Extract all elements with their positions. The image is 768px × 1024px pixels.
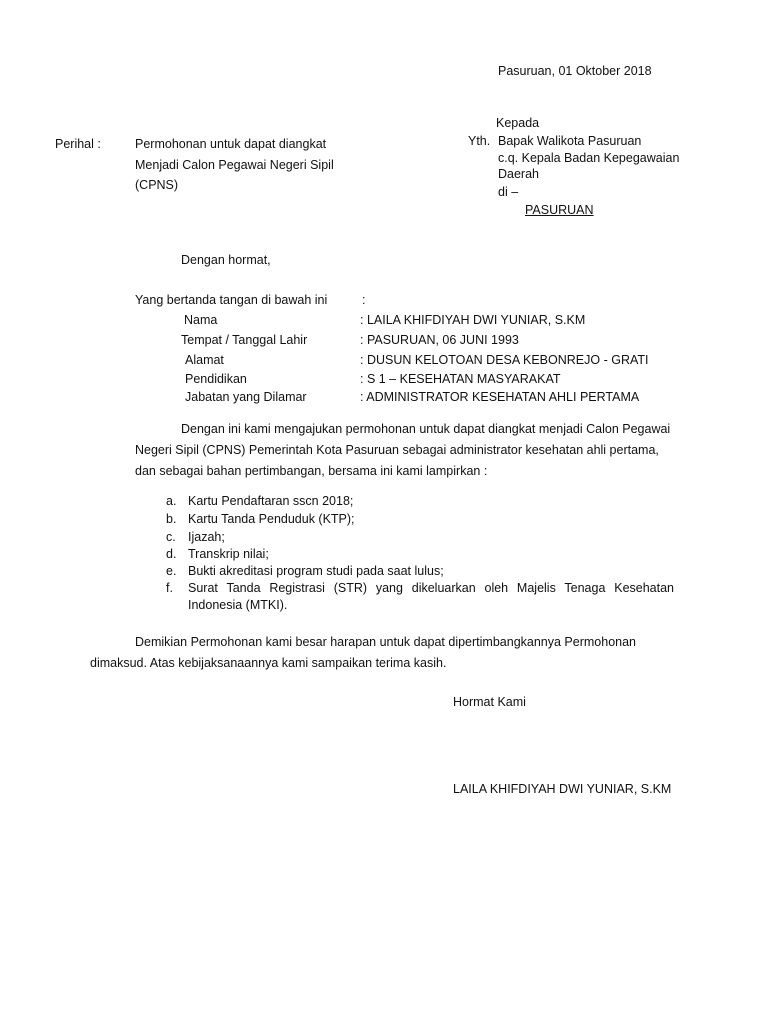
- list-item-text: Kartu Tanda Penduduk (KTP);: [188, 512, 355, 526]
- recipient-line-2: c.q. Kepala Badan Kepegawaian: [498, 151, 680, 165]
- list-marker: c.: [166, 530, 176, 544]
- identity-value-name: : LAILA KHIFDIYAH DWI YUNIAR, S.KM: [360, 313, 586, 327]
- signer-name: LAILA KHIFDIYAH DWI YUNIAR, S.KM: [453, 782, 672, 796]
- recipient-line-1: Bapak Walikota Pasuruan: [498, 134, 642, 148]
- place-date: Pasuruan, 01 Oktober 2018: [498, 64, 652, 78]
- subject-line-3: (CPNS): [135, 178, 179, 192]
- identity-label-education: Pendidikan: [185, 372, 247, 386]
- body-paragraph-2-line-1: Demikian Permohonan kami besar harapan untuk dapat dipertimbangkannya Permohonan: [135, 635, 637, 649]
- body-paragraph-2-line-2: dimaksud. Atas kebijaksanaannya kami sampaikan terima kasih.: [90, 656, 447, 670]
- recipient-di-label: di –: [498, 185, 519, 199]
- identity-value-position: : ADMINISTRATOR KESEHATAN AHLI PERTAMA: [360, 390, 640, 404]
- subject-line-2: Menjadi Calon Pegawai Negeri Sipil: [135, 158, 334, 172]
- recipient-yth-label: Yth.: [468, 134, 491, 148]
- identity-value-birth: : PASURUAN, 06 JUNI 1993: [360, 333, 519, 347]
- list-marker: f.: [166, 581, 173, 595]
- list-marker: b.: [166, 512, 177, 526]
- identity-label-address: Alamat: [185, 353, 224, 367]
- identity-label-birth: Tempat / Tanggal Lahir: [181, 333, 308, 347]
- greeting: Dengan hormat,: [181, 253, 271, 267]
- body-paragraph-1-line-3: dan sebagai bahan pertimbangan, bersama ini kami lampirkan :: [135, 464, 488, 478]
- subject-label: Perihal :: [55, 137, 101, 151]
- recipient-city: PASURUAN: [525, 203, 594, 217]
- list-item-text: Transkrip nilai;: [188, 547, 269, 561]
- identity-value-address: : DUSUN KELOTOAN DESA KEBONREJO - GRATI: [360, 353, 649, 367]
- identity-label-position: Jabatan yang Dilamar: [185, 390, 307, 404]
- identity-intro: Yang bertanda tangan di bawah ini: [135, 293, 328, 307]
- recipient-line-3: Daerah: [498, 167, 539, 181]
- body-paragraph-1-line-1: Dengan ini kami mengajukan permohonan untuk dapat diangkat menjadi Calon Pegawai: [181, 422, 671, 436]
- closing-salutation: Hormat Kami: [453, 695, 526, 709]
- list-item-text: Kartu Pendaftaran sscn 2018;: [188, 494, 354, 508]
- identity-label-name: Nama: [184, 313, 218, 327]
- body-paragraph-1-line-2: Negeri Sipil (CPNS) Pemerintah Kota Pasuruan sebagai administrator kesehatan ahli pertama,: [135, 443, 659, 457]
- list-marker: e.: [166, 564, 177, 578]
- list-marker: a.: [166, 494, 177, 508]
- list-item-text: Ijazah;: [188, 530, 225, 544]
- list-item-text: Bukti akreditasi program studi pada saat lulus;: [188, 564, 444, 578]
- list-marker: d.: [166, 547, 177, 561]
- recipient-to-label: Kepada: [496, 116, 540, 130]
- identity-intro-colon: :: [362, 293, 366, 307]
- subject-line-1: Permohonan untuk dapat diangkat: [135, 137, 327, 151]
- identity-value-education: : S 1 – KESEHATAN MASYARAKAT: [360, 372, 561, 386]
- list-item-text: Surat Tanda Registrasi (STR) yang dikeluarkan oleh Majelis Tenaga Kesehatan Indonesia (MTKI).: [188, 581, 674, 612]
